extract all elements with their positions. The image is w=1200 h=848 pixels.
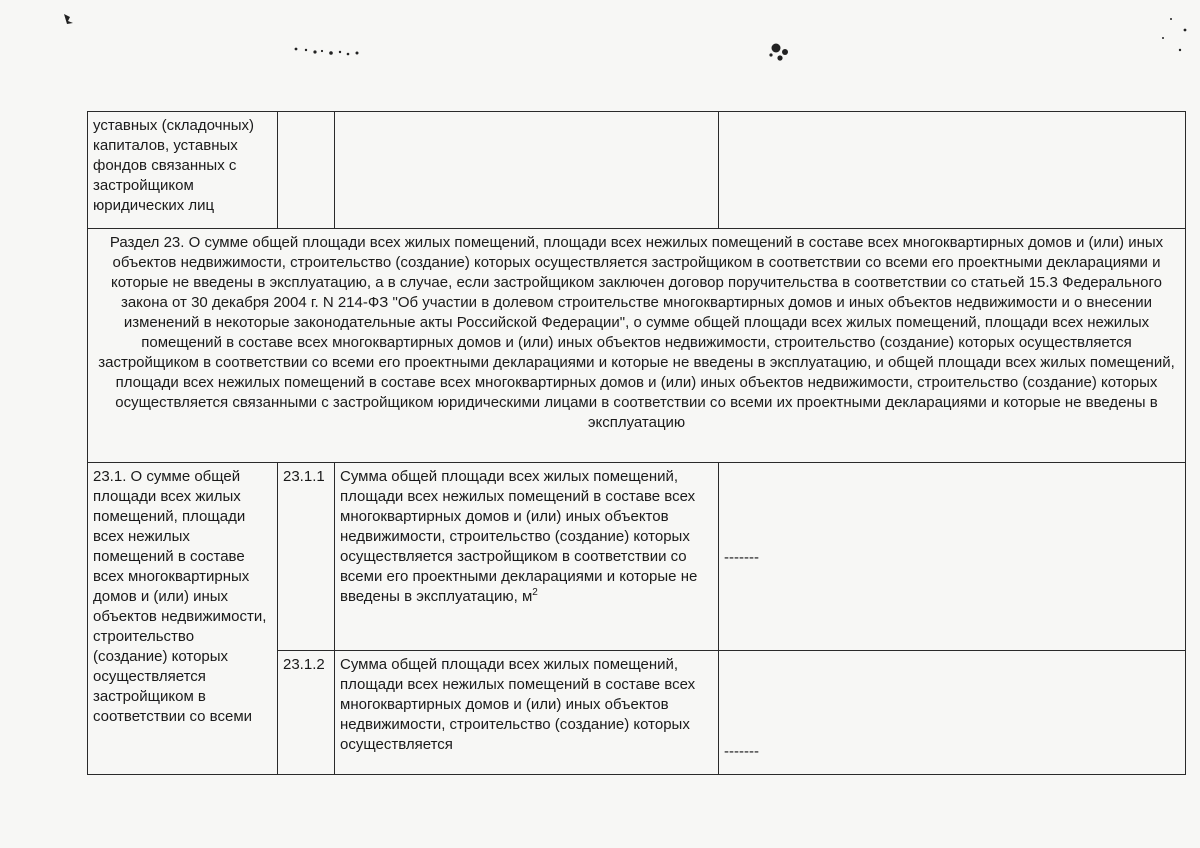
row-value: ------- (719, 463, 1186, 651)
row-value: ------- (719, 651, 1186, 775)
row-label: уставных (складочных) капиталов, уставных фондов связанных с застройщиком юридических лиц (88, 112, 278, 229)
description-text: Сумма общей площади всех жилых помещений, площади всех нежилых помещений в составе всех многоквартирных домов и (или) иных объектов недвижимости, строительство (создание) которых осуществляется застройщиком в соответствии со всеми его проектными декларациями и которые не введены в эксплуатацию, м (340, 468, 698, 605)
table-row (88, 463, 1186, 651)
row-description (335, 112, 719, 229)
row-description (335, 463, 719, 651)
section-header-row (88, 229, 1186, 463)
disclosure-table (87, 111, 1186, 775)
row-number: 23.1.2 (278, 651, 335, 775)
row-value (719, 112, 1186, 229)
row-number: 23.1.1 (278, 463, 335, 651)
table-row (88, 112, 1186, 229)
row-description: Сумма общей площади всех жилых помещений, площади всех нежилых помещений в составе всех многоквартирных домов и (или) иных объектов недвижимости, строительство (создание) которых осуществляется (335, 651, 719, 775)
unit-superscript: 2 (532, 587, 538, 598)
subsection-23-1-label: 23.1. О сумме общей площади всех жилых помещений, площади всех нежилых помещений в составе всех многоквартирных домов и (или) иных объектов недвижимости, строительство (создание) которых осуществляется застройщиком в соответствии со всеми (88, 463, 278, 775)
scan-specks (0, 0, 1200, 100)
section-23-title: Раздел 23. О сумме общей площади всех жилых помещений, площади всех нежилых помещений в составе всех многоквартирных домов и (или) иных объектов недвижимости, строительство (создание) которых осуществляется застройщиком в соответствии со всеми его проектными декларациями и которые не введены в эксплуатацию, а в случае, если застройщиком заключен договор поручительства в соответствии со статьей 15.3 Федерального закона от 30 декабря 2004 г. N 214-ФЗ "Об участии в долевом строительстве многоквартирных домов и иных объектов недвижимости и о внесении изменений в некоторые законодательные акты Российской Федерации", о сумме общей площади всех жилых помещений, площади всех нежилых помещений в составе всех многоквартирных домов и (или) иных объектов недвижимости, строительство (создание) которых осуществляется застройщиком в соответствии со всеми его проектными декларациями и которые не введены в эксплуатацию, и общей площади всех жилых помещений, площади всех нежилых помещений в составе всех многоквартирных домов и (или) иных объектов недвижимости, строительство (создание) которых осуществляется связанными с застройщиком юридическими лицами в соответствии со всеми их проектными декларациями и которые не введены в эксплуатацию (88, 229, 1186, 463)
row-number (278, 112, 335, 229)
